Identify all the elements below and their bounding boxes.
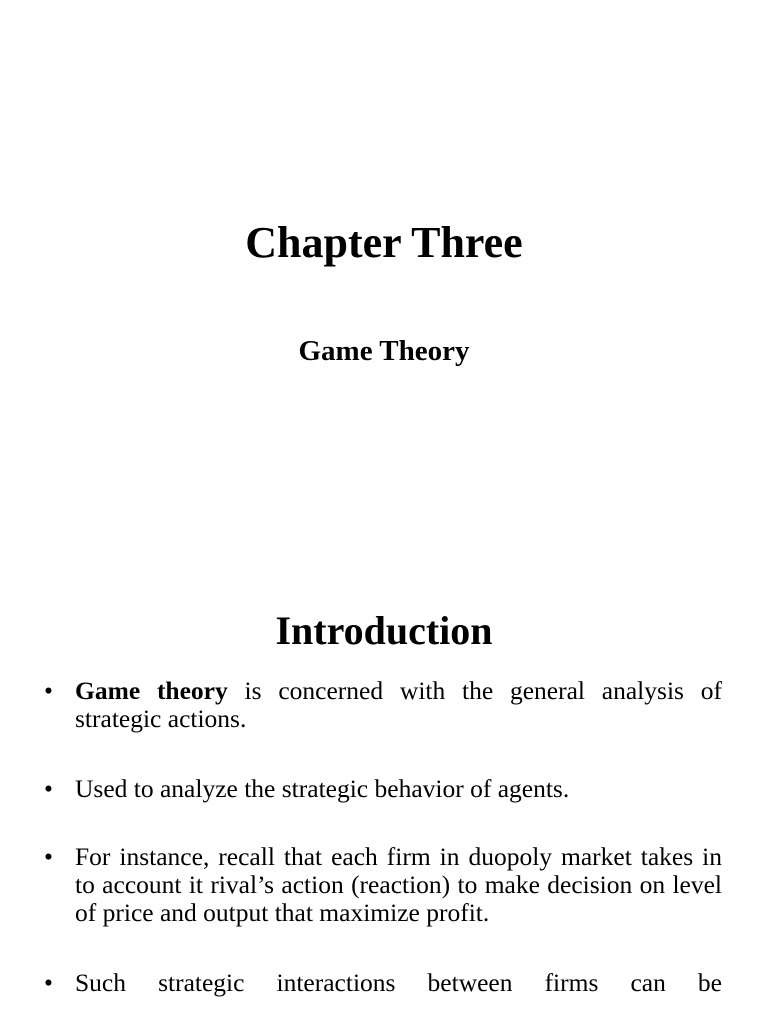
bullet-icon: • bbox=[44, 676, 53, 705]
bullet-text: For instance, recall that each firm in duopoly market takes in to account it rival’s action (reaction) to make decision on level of price and output that maximize profit. bbox=[75, 842, 722, 927]
chapter-title: Chapter Three bbox=[245, 218, 523, 267]
chapter-subtitle: Game Theory bbox=[298, 335, 470, 367]
bullet-icon: • bbox=[44, 968, 53, 997]
bullet-icon: • bbox=[44, 842, 53, 871]
introduction-slide bbox=[0, 600, 768, 1024]
bullet-icon: • bbox=[44, 774, 53, 803]
bullet-item bbox=[44, 676, 722, 733]
bullet-list bbox=[0, 677, 768, 997]
bullet-item bbox=[44, 774, 722, 803]
bullet-item bbox=[44, 842, 722, 927]
bullet-text: is concerned with the general analysis of strategic actions. bbox=[75, 676, 722, 733]
bullet-item bbox=[44, 968, 722, 997]
bullet-text: Used to analyze the strategic behavior of agents. bbox=[75, 774, 570, 803]
introduction-heading: Introduction bbox=[275, 608, 493, 653]
bullet-text: Such strategic interactions between firms can be bbox=[75, 968, 722, 997]
bullet-bold-term: Game theory bbox=[75, 676, 228, 705]
